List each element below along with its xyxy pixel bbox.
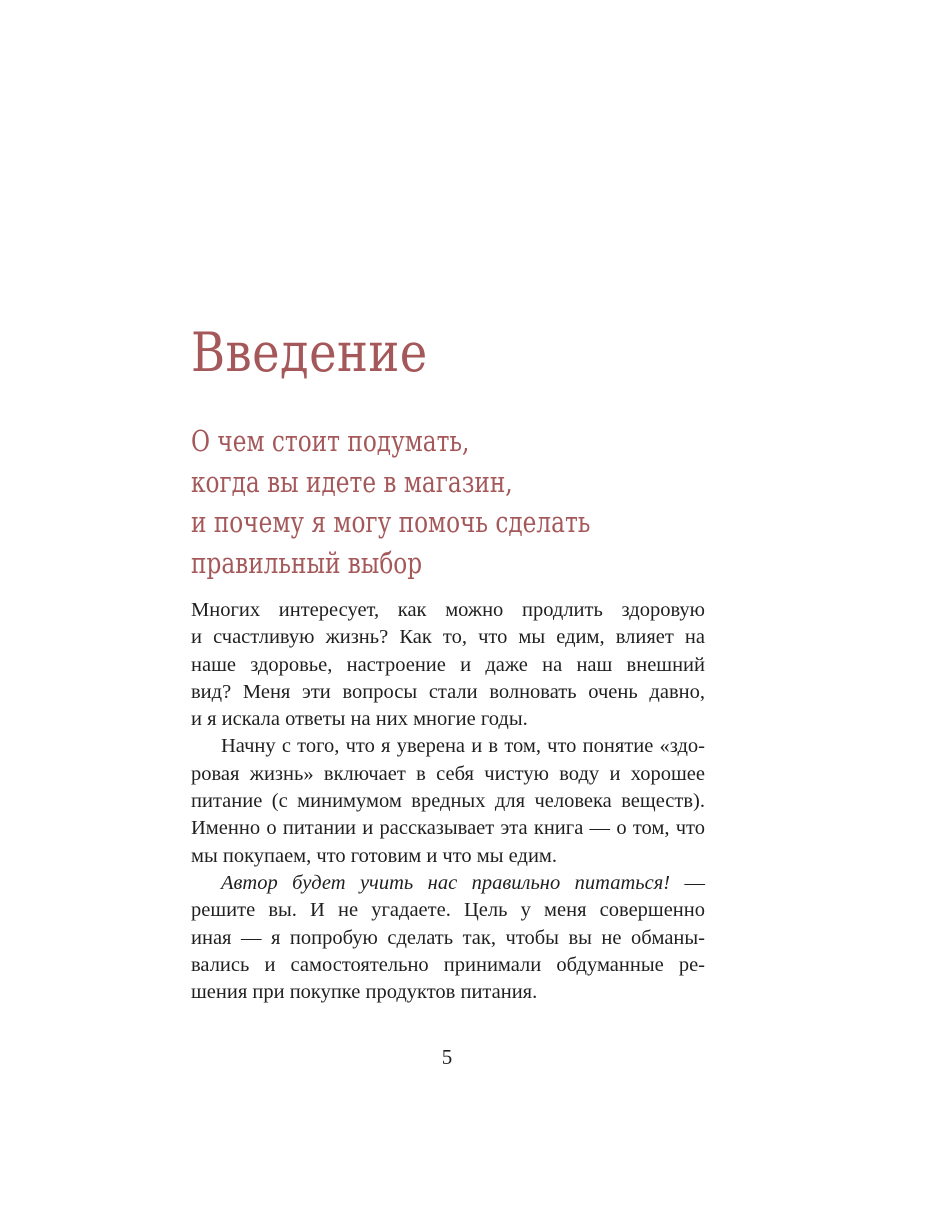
text-line: шения при покупке продуктов питания. <box>191 981 538 1004</box>
text-line: Многих интересует, как можно продлить здоровую <box>191 599 705 621</box>
paragraph-1 <box>191 597 705 733</box>
text-line: Именно о питании и рассказывает эта книга — о том, что <box>191 817 705 840</box>
text-line: решите вы. И не угадаете. Цель у меня совершенно <box>191 899 705 922</box>
subtitle-line: правильный выбор <box>191 545 423 580</box>
paragraph-3 <box>191 870 705 1006</box>
subtitle-line: О чем стоит подумать, <box>191 424 470 458</box>
text-line: иная — я попробую сделать так, чтобы вы не обманы- <box>191 926 705 949</box>
text-line: питание (с минимумом вредных для человека веществ). <box>191 790 705 813</box>
text-line: мы покупаем, что готовим и что мы едим. <box>191 844 558 867</box>
subtitle-line: и почему я могу помочь сделать <box>191 505 591 539</box>
text-line: вались и самостоятельно принимали обдуманные ре- <box>191 953 705 976</box>
text-line: Начну с того, что я уверена и в том, что понятие «здо- <box>221 735 705 758</box>
dash: — <box>670 871 705 894</box>
text-line: и счастливую жизнь? Как то, что мы едим, влияет на <box>191 626 705 649</box>
body-text <box>191 597 705 1006</box>
text-line: наше здоровье, настроение и даже на наш внешний <box>191 653 705 676</box>
paragraph-2 <box>191 733 705 869</box>
text-line: и я искала ответы на них многие годы. <box>191 708 528 731</box>
text-line-first <box>191 870 705 897</box>
page-number: 5 <box>441 1045 453 1069</box>
text-line: ровая жизнь» включает в себя чистую воду и хорошее <box>191 762 705 785</box>
subtitle-line: когда вы идете в магазин, <box>191 464 513 499</box>
text-line: вид? Меня эти вопросы стали волновать очень давно, <box>191 680 705 703</box>
italic-lead: Автор будет учить нас правильно питаться! <box>221 871 671 894</box>
chapter-subtitle <box>191 421 590 583</box>
chapter-title: Введение <box>191 321 428 384</box>
